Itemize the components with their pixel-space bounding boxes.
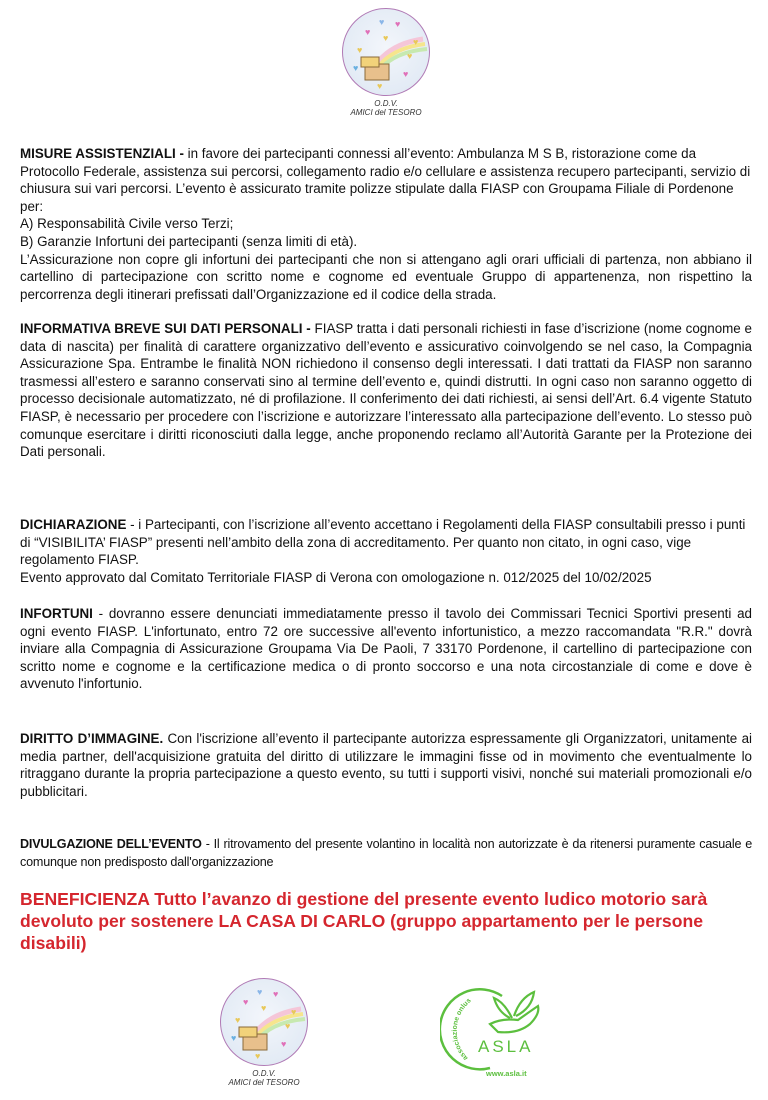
svg-text:associazione onlus <box>452 997 473 1061</box>
logo-caption-line2: AMICI del TESORO <box>350 108 422 117</box>
treasure-box-rainbow-icon <box>220 978 308 1066</box>
divulgazione-paragraph <box>20 836 752 871</box>
amici-del-tesoro-logo-bottom <box>218 978 310 1087</box>
svg-text:♥: ♥ <box>383 33 389 43</box>
svg-text:♥: ♥ <box>235 1015 241 1025</box>
insurance-item-b: B) Garanzie Infortuni dei partecipanti (senza limiti di età). <box>20 233 358 249</box>
section-body: - i Partecipanti, con l’iscrizione all’evento accettano i Regolamenti della FIASP consultabili presso i punti di “VISIBILITA’ FIASP” presenti nell’ambito della zona di accreditamento. Per quanto non citato, in ogni caso, vige regolamento FIASP. <box>20 517 746 568</box>
treasure-box-rainbow-icon <box>342 8 430 96</box>
svg-text:♥: ♥ <box>231 1033 237 1043</box>
diritto-paragraph <box>20 730 752 800</box>
amici-del-tesoro-logo-top <box>340 8 432 117</box>
section-title: DIVULGAZIONE DELL’EVENTO <box>20 837 202 851</box>
svg-text:♥: ♥ <box>261 1003 267 1013</box>
infortuni-paragraph <box>20 605 752 693</box>
misure-paragraph <box>20 145 752 215</box>
svg-text:♥: ♥ <box>243 997 249 1007</box>
section-beneficienza <box>20 888 752 954</box>
asla-arc-text: associazione onlus <box>451 997 473 1062</box>
logo-caption-line1: O.D.V. <box>252 1069 276 1078</box>
section-body: FIASP tratta i dati personali richiesti in fase d’iscrizione (nome cognome e data di nascita) per finalità di carattere organizzativo dell’evento e assicurativo coinvolgendo se nel caso, la Compagnia Assicurazione Spa. Entrambe le finalità NON richiedono il consenso degli interessati. I dati trattati da FIASP non saranno trasmessi all’estero e saranno conservati sino al termine dell’evento e, quindi distrutti. In ogni caso non saranno oggetto di processo decisionale automatizzato, né di profilazione. Il conferimento dei dati richiesti, ai sensi dell’Art. 6.4 vigente Statuto FIASP, è necessario per procedere con l’iscrizione e autorizzare l’interessato alla partecipazione dell’evento. Lo stesso può comunque esercitare i diritti riconosciuti dalla legge, anche proponendo reclamo all’Autorità Garante per la Protezione dei Dati personali. <box>20 321 752 460</box>
section-body: - dovranno essere denunciati immediatamente presso il tavolo dei Commissari Tecnici Sportivi presenti ad ogni evento FIASP. L'infortunato, entro 72 ore successive all'evento infortunistico, a mezzo raccomandata "R.R." dovrà inviare alla Compagnia di Assicurazione Groupama Via De Paoli, 7 33170 Pordenone, il cartellino di partecipazione con scritto nome e cognome e la certificazione medica o di pronto soccorso e una nota circostanziale di come e dove è avvenuto l'infortunio. <box>20 606 752 692</box>
svg-text:♥: ♥ <box>255 1051 261 1061</box>
section-title: MISURE ASSISTENZIALI - <box>20 146 184 161</box>
svg-text:♥: ♥ <box>291 1007 297 1017</box>
section-body: in favore dei partecipanti connessi all’evento: Ambulanza M S B, ristorazione come da Protocollo Federale, assistenza sui percorsi, collegamento radio e/o cellulare e assistenza recupero partecipanti, servizio di chiusura sui vari percorsi. L’evento è assicurato tramite polizze stipulate dalla FIASP con Groupama Filiale di Pordenone per: <box>20 146 751 214</box>
insurance-item-a: A) Responsabilità Civile verso Terzi; <box>20 216 234 232</box>
hand-plant-icon <box>440 980 552 1080</box>
section-body: Con l'iscrizione all’evento il partecipante autorizza espressamente gli Organizzatori, unitamente ai media partner, dell'acquisizione gratuita del diritto di utilizzare le immagini fisse od in movimento che eventualmente lo ritraggano durante la propria partecipazione a questo evento, su tutti i supporti visivi, nonché sui materiali promozionali e/o pubblicitari. <box>20 731 752 799</box>
svg-text:♥: ♥ <box>395 19 401 29</box>
svg-text:♥: ♥ <box>407 51 413 61</box>
logo-caption <box>340 99 432 117</box>
svg-text:♥: ♥ <box>403 69 409 79</box>
asla-url: www.asla.it <box>486 1069 527 1078</box>
section-title: INFORTUNI <box>20 606 93 621</box>
section-title: DIRITTO D’IMMAGINE. <box>20 731 164 746</box>
svg-text:♥: ♥ <box>413 37 419 47</box>
svg-text:♥: ♥ <box>281 1039 287 1049</box>
svg-text:♥: ♥ <box>377 81 383 91</box>
section-misure-assistenziali <box>20 145 752 303</box>
section-title: INFORMATIVA BREVE SUI DATI PERSONALI - <box>20 321 311 336</box>
svg-text:♥: ♥ <box>285 1021 291 1031</box>
logo-caption-line1: O.D.V. <box>374 99 398 108</box>
beneficienza-text: BENEFICIENZA Tutto l’avanzo di gestione del presente evento ludico motorio sarà devoluto per sostenere LA CASA DI CARLO (gruppo appartamento per le persone disabili) <box>20 889 708 953</box>
section-diritto-immagine <box>20 730 752 800</box>
svg-text:♥: ♥ <box>353 63 359 73</box>
logo-caption-line2: AMICI del TESORO <box>228 1078 300 1087</box>
logo-caption <box>218 1069 310 1087</box>
asla-name: ASLA <box>478 1037 534 1056</box>
approval-line: Evento approvato dal Comitato Territoriale FIASP di Verona con omologazione n. 012/2025 del 10/02/2025 <box>20 569 652 585</box>
section-dichiarazione <box>20 516 752 586</box>
section-body: - Il ritrovamento del presente volantino in località non autorizzate è da ritenersi puramente casuale e comunque non predisposto dall'organizzazione <box>20 837 753 869</box>
asla-logo <box>440 980 552 1080</box>
svg-text:♥: ♥ <box>365 27 371 37</box>
svg-text:♥: ♥ <box>257 987 263 997</box>
section-title: DICHIARAZIONE <box>20 517 127 532</box>
section-infortuni <box>20 605 752 693</box>
svg-text:♥: ♥ <box>379 17 385 27</box>
svg-text:♥: ♥ <box>273 989 279 999</box>
insurance-note: L’Assicurazione non copre gli infortuni dei partecipanti che non si attengano agli orari ufficiali di partenza, non abbiano il cartellino di partecipazione con scritto nome e cognome ed eventuale Gruppo di appartenenza, non rispettino la percorrenza degli itinerari prefissati dall’Organizzazione ed il codice della strada. <box>20 251 752 302</box>
svg-text:♥: ♥ <box>357 45 363 55</box>
section-divulgazione <box>20 836 752 871</box>
dichiarazione-paragraph <box>20 516 752 569</box>
section-informativa-dati <box>20 320 752 461</box>
informativa-paragraph <box>20 320 752 461</box>
